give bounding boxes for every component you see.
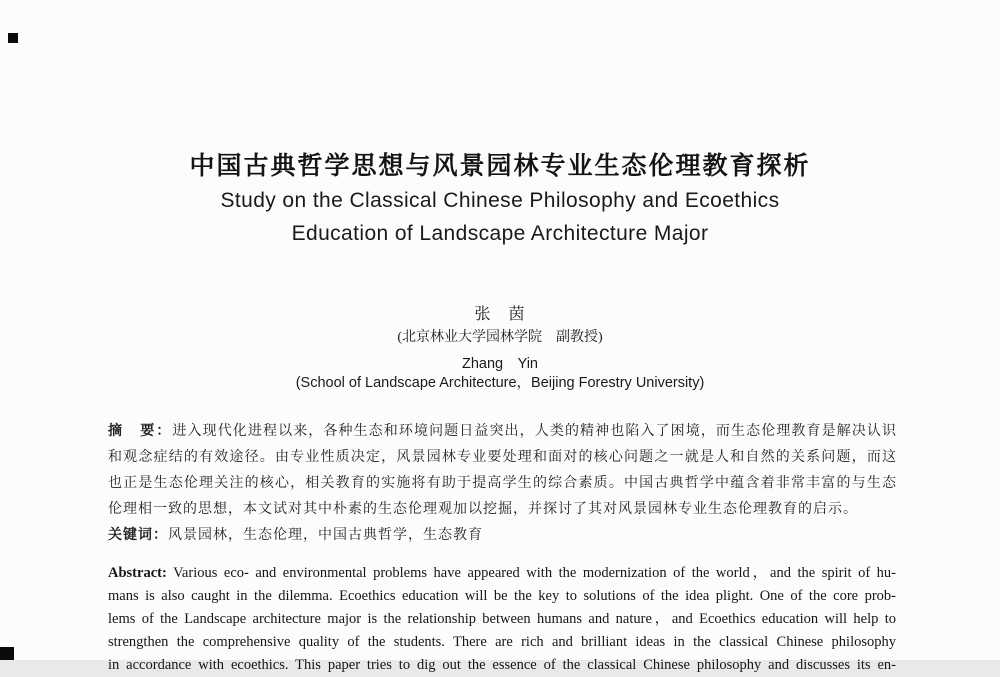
scan-artifact-bottom — [0, 647, 14, 660]
author-affiliation-zh: (北京林业大学园林学院 副教授) — [397, 330, 603, 345]
keywords-text: 风景园林，生态伦理，中国古典哲学，生态教育 — [168, 528, 483, 543]
abstract-en-block — [108, 562, 896, 677]
abstract-en-line-1 — [108, 562, 896, 585]
author-name-zh: 张 茵 — [474, 306, 526, 323]
title-en-line2: Education of Landscape Architecture Major — [291, 222, 709, 245]
abstract-en-line-2: mans is also caught in the dilemma. Ecoethics education will be the key to solutions of the idea plight. One of the core prob- — [108, 588, 896, 604]
scan-artifact-top — [8, 33, 18, 43]
keywords-line — [108, 523, 896, 549]
author-name-en: Zhang Yin — [461, 356, 539, 372]
title-en-line1: Study on the Classical Chinese Philosophy and Ecoethics — [220, 189, 780, 212]
abstract-zh-label: 摘 要： — [108, 424, 173, 439]
abstract-en-line-4: strengthen the comprehensive quality of the students. There are rich and brilliant ideas in the classical Chinese philosophy — [108, 634, 896, 650]
abstract-zh-line-4: 伦理相一致的思想，本文试对其中朴素的生态伦理观加以挖掘，并探讨了其对风景园林专业生态伦理教育的启示。 — [108, 502, 858, 517]
title-zh: 中国古典哲学思想与风景园林专业生态伦理教育探析 — [189, 152, 811, 180]
author-affiliation-en: (School of Landscape Architecture，Beijing Forestry University) — [295, 375, 705, 391]
abstract-en-line-5: in accordance with ecoethics. This paper tries to dig out the essence of the classical Chinese philosophy and discusses its en- — [108, 657, 896, 673]
abstract-en-text-1: Various eco- and environmental problems have appeared with the modernization of the world，and the spirit of hu- — [173, 565, 896, 581]
abstract-en-label: Abstract: — [108, 565, 167, 581]
keywords-label: 关键词： — [108, 528, 168, 543]
abstract-zh-block — [108, 419, 896, 549]
abstract-zh-text-1: 进入现代化进程以来，各种生态和环境问题日益突出，人类的精神也陷入了困境，而生态伦理教育是解决认识 — [172, 424, 897, 439]
abstract-en-line-3: lems of the Landscape architecture major is the relationship between humans and nature，and Ecoethics education will help to — [108, 611, 896, 627]
abstract-zh-line-1 — [108, 419, 896, 445]
abstract-zh-line-3: 也正是生态伦理关注的核心，相关教育的实施将有助于提高学生的综合素质。中国古典哲学中蕴含着非常丰富的与生态 — [108, 476, 896, 491]
abstract-zh-line-2: 和观念症结的有效途径。由专业性质决定，风景园林专业要处理和面对的核心问题之一就是人和自然的关系问题，而这 — [108, 450, 896, 465]
